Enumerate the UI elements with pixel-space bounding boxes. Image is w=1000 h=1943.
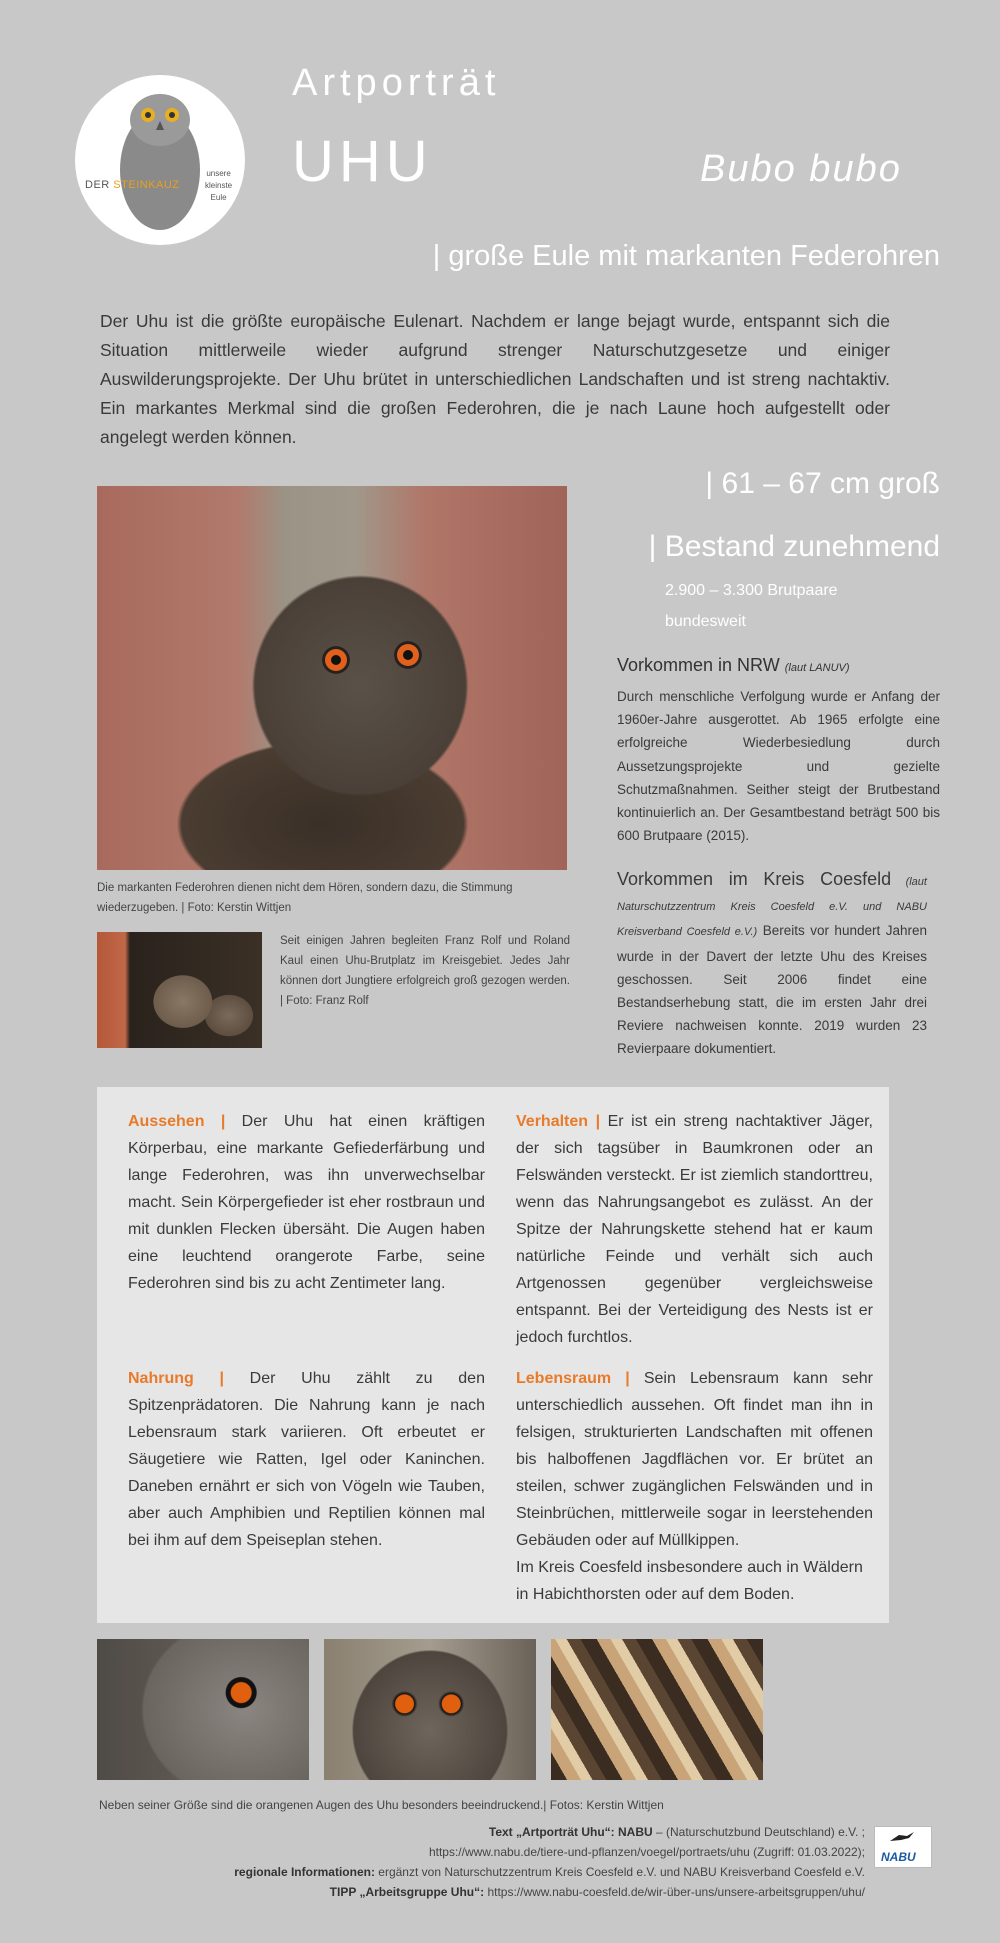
coesfeld-source: (laut Naturschutzzentrum Kreis Coesfeld e.V. und NABU Kreisverband Coesfeld e.V.) (617, 876, 927, 939)
size-stat: | 61 – 67 cm groß (705, 467, 940, 500)
stork-icon (889, 1831, 915, 1845)
owlets-photo (97, 932, 262, 1048)
nrw-heading: Vorkommen in NRW (laut LANUV) (617, 655, 850, 675)
credits: Text „Artporträt Uhu“: NABU – (Naturschutzbund Deutschland) e.V. ; https://www.nabu.de/tiere-und-pflanzen/voegel/portraets/uhu (Zugriff: 01.03.2022); regionale Informationen: ergänzt von Naturschutzzentrum Kreis Coesfeld e.V. und NABU Kreisverband Coesfeld e.V. TIPP „Arbeitsgruppe Uhu“: https://www.nabu-coesfeld.de/wir-über-uns/unsere-arbeitsgruppen/uhu/ (105, 1822, 865, 1902)
population-stat: | Bestand zunehmend (648, 530, 940, 563)
logo-text-left: DER STEINKAUZ (85, 179, 180, 191)
owl-face-photo (324, 1639, 536, 1780)
nabu-url: https://www.nabu.de/tiere-und-pflanzen/voegel/portraets/uhu (Zugriff: 01.03.2022); (428, 1845, 865, 1859)
aussehen-section: Aussehen | Der Uhu hat einen kräftigen Körperbau, eine markante Gefiederfärbung und lange Federohren, was ihn unverwechselbar macht. Sein Körpergefieder ist eher rostbraun und mit dunklen Flecken übersäht. Die Augen haben eine leuchtend orangerote Farbe, seine Federohren sind bis zu acht Zentimeter lang. (128, 1113, 485, 1292)
owl-logo-icon (75, 75, 245, 245)
page-subtitle: | große Eule mit markanten Federohren (432, 240, 940, 272)
owl-eye-icon (394, 641, 422, 669)
latin-name: Bubo bubo (700, 148, 902, 190)
verhalten-section: Verhalten | Er ist ein streng nachtaktiver Jäger, der sich tagsüber in Baumkronen oder an Felswänden versteckt. Er ist ziemlich standorttreu, wenn das Nahrungsangebot es zulässt. An der Spitze der Nahrungskette stehend hat er kaum natürliche Feinde und verhält sich auch Artgenossen gegenüber vergleichsweise entspannt. Bei der Verteidigung des Nests ist er jedoch furchtlos. (516, 1113, 873, 1346)
owlets-photo-caption: Seit einigen Jahren begleiten Franz Rolf und Roland Kaul einen Uhu-Brutplatz im Kreisgebiet. Jedes Jahr können dort Jungtiere erfolgreich groß gezogen werden. | Foto: Franz Rolf (280, 935, 570, 1007)
main-owl-photo (97, 486, 567, 870)
nahrung-section: Nahrung | Der Uhu zählt zu den Spitzenprädatoren. Die Nahrung kann je nach Lebensraum stark variieren. Oft erbeutet er Säugetiere wie Ratten, Igel oder Kaninchen. Daneben ernährt er sich von Vögeln wie Tauben, aber auch Amphibien und Reptilien können mal bei ihm auf dem Speiseplan stehen. (128, 1370, 485, 1549)
nabu-logo: NABU (874, 1826, 932, 1868)
owl-feathers-photo (551, 1639, 763, 1780)
coesfeld-section (617, 868, 927, 1061)
steinkauz-logo (75, 75, 245, 245)
intro-text: Der Uhu ist die größte europäische Eulenart. Nachdem er lange bejagt wurde, entspannt sich die Situation mittlerweile wieder aufgrund strenger Naturschutzgesetze und einiger Auswilderungsprojekte. Der Uhu brütet in unterschiedlichen Landschaften und ist streng nachtaktiv. Ein markantes Merkmal sind die großen Federohren, die je nach Laune hoch aufgestellt oder angelegt werden können. (100, 311, 890, 447)
nrw-text: Durch menschliche Verfolgung wurde er Anfang der 1960er-Jahre ausgerottet. Ab 1965 erfolgte eine erfolgreiche Wiederbesiedlung durch Aussetzungsprojekte und gezielte Schutzmaßnahmen. Seither steigt der Brutbestand kontinuierlich an. Der Gesamtbestand beträgt 500 bis 600 Brutpaare (2015). (617, 689, 940, 844)
main-photo-caption: Die markanten Federohren dienen nicht dem Hören, sondern dazu, die Stimmung wiederzugeben. | Foto: Kerstin Wittjen (97, 882, 513, 914)
coesfeld-text: Bereits vor hundert Jahren wurde in der Davert der letzte Uhu des Kreises geschossen. Seit 2006 findet eine Bestandserhebung statt, die im ersten Jahr drei Reviere nachweisen konnte. 2019 wurden 23 Revierpaare dokumentiert. (617, 923, 927, 1057)
page-title: UHU (292, 129, 433, 194)
strip-caption: Neben seiner Größe sind die orangenen Augen des Uhu besonders beeindruckend.| Fotos: Kerstin Wittjen (99, 1798, 664, 1812)
coesfeld-heading: Vorkommen im Kreis Coesfeld (617, 869, 892, 889)
page-kicker: Artporträt (292, 62, 501, 104)
owl-eye-icon (322, 646, 350, 674)
owl-eye-closeup-photo (97, 1639, 309, 1780)
population-detail: 2.900 – 3.300 Brutpaare bundesweit (665, 582, 838, 630)
lebensraum-section: Lebensraum | Sein Lebensraum kann sehr unterschiedlich aussehen. Oft findet man ihn in felsigen, strukturierten Landschaften mit offenen bis halboffenen Jagdflächen vor. Er brütet an steilen, schwer zugänglichen Felswänden und in Steinbrüchen, mittlerweile sogar in leerstehenden Gebäuden oder auf Müllkippen. Im Kreis Coesfeld insbesondere auch in Wäldern in Habichthorsten oder auf dem Boden. (516, 1370, 873, 1603)
logo-text-right: unsere kleinste Eule (205, 169, 233, 202)
tipp-url: https://www.nabu-coesfeld.de/wir-über-uns/unsere-arbeitsgruppen/uhu/ (484, 1885, 865, 1899)
